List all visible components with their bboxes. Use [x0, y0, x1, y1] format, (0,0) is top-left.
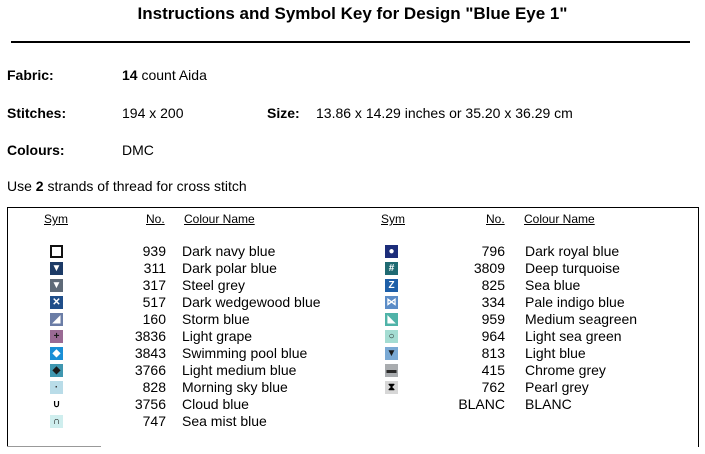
- colour-name: Deep turquoise: [525, 260, 620, 276]
- cup-icon: ∪: [50, 398, 63, 411]
- colours-value: DMC: [122, 142, 154, 158]
- colour-name: Medium seagreen: [525, 311, 638, 327]
- diamond-icon: ◆: [50, 364, 63, 377]
- colour-name: Steel grey: [182, 277, 246, 293]
- table-row: [8, 277, 581, 294]
- plus-icon: +: [50, 330, 63, 343]
- colour-name: Chrome grey: [525, 362, 606, 378]
- colour-name: Pale indigo blue: [525, 294, 625, 310]
- dmc-number: 747: [142, 413, 166, 429]
- down-triangle-icon: ▼: [386, 347, 397, 359]
- colour-name: Light sea green: [525, 328, 622, 344]
- fabric-value: [122, 67, 207, 83]
- dmc-number: 3809: [473, 260, 505, 276]
- dmc-number: 939: [142, 243, 166, 259]
- dmc-number: 517: [142, 294, 166, 310]
- dmc-number: 796: [481, 243, 505, 259]
- colour-name: Dark navy blue: [182, 243, 276, 259]
- colour-name: Dark wedgewood blue: [182, 294, 321, 310]
- dmc-number: 959: [481, 311, 505, 327]
- table-row: [8, 362, 606, 379]
- table-row: [8, 294, 625, 311]
- corner-triangle-icon: ◣: [385, 313, 398, 326]
- right-colour-name-header: Colour Name: [524, 212, 595, 226]
- strand-count: 2: [35, 178, 44, 194]
- z-icon: Z: [385, 279, 398, 292]
- blank-swatch-icon: [385, 398, 398, 411]
- colour-name: Sea blue: [525, 277, 581, 293]
- stitches-value: 194 x 200: [122, 105, 184, 121]
- dmc-number: 3756: [134, 396, 166, 412]
- size-value: 13.86 x 14.29 inches or 35.20 x 36.29 cm: [316, 105, 573, 121]
- colour-name: Sea mist blue: [182, 413, 267, 429]
- colour-name: BLANC: [525, 396, 572, 412]
- table-row: [8, 413, 348, 430]
- dmc-number: 3836: [134, 328, 166, 344]
- left-sym-header: Sym: [44, 212, 68, 226]
- dmc-number: 311: [143, 260, 166, 276]
- dmc-number: 762: [481, 379, 505, 395]
- instruction-post: strands of thread for cross stitch: [43, 178, 247, 194]
- colour-name: Storm blue: [182, 311, 250, 327]
- dmc-number: 415: [481, 362, 505, 378]
- left-colour-name-header: Colour Name: [184, 212, 255, 226]
- colour-name: Light blue: [525, 345, 586, 361]
- dot-icon: ·: [50, 381, 63, 394]
- hourglass-icon: ⧗: [385, 381, 398, 394]
- cross-icon: ✕: [50, 296, 63, 309]
- dmc-number: 964: [481, 328, 505, 344]
- fabric-label: Fabric:: [7, 67, 54, 83]
- dmc-number: 160: [142, 311, 166, 327]
- table-row: [8, 396, 572, 413]
- table-row: [8, 379, 589, 396]
- title-rule: [11, 41, 690, 43]
- dmc-number: BLANC: [458, 396, 505, 412]
- colours-label: Colours:: [7, 142, 65, 158]
- table-bottom-stub: [7, 446, 101, 447]
- left-no-header: No.: [146, 212, 165, 226]
- cap-icon: ∩: [50, 415, 63, 428]
- colour-name: Cloud blue: [182, 396, 249, 412]
- down-triangle-icon: ▼: [51, 279, 62, 291]
- colour-name: Pearl grey: [525, 379, 589, 395]
- stitches-label: Stitches:: [7, 105, 67, 121]
- colour-name: Light grape: [182, 328, 253, 344]
- size-label: Size:: [267, 105, 300, 121]
- down-triangle-icon: ▼: [51, 262, 62, 274]
- table-row: [8, 345, 586, 362]
- corner-triangle-icon: ◢: [50, 313, 63, 326]
- table-row: [8, 260, 620, 277]
- dmc-number: 334: [481, 294, 505, 310]
- table-row: [8, 311, 638, 328]
- stitch-instruction: [7, 178, 247, 194]
- dmc-number: 828: [142, 379, 166, 395]
- colour-name: Dark royal blue: [525, 243, 620, 259]
- fabric-count: 14: [122, 67, 138, 83]
- ring-icon: ○: [385, 330, 398, 343]
- diamond-icon: ◆: [50, 347, 63, 360]
- colour-name: Dark polar blue: [182, 260, 277, 276]
- hash-icon: #: [385, 262, 398, 275]
- dmc-number: 3843: [134, 345, 166, 361]
- right-no-header: No.: [486, 212, 505, 226]
- colour-name: Light medium blue: [182, 362, 297, 378]
- symbol-key-table: [7, 207, 699, 447]
- dmc-number: 3766: [134, 362, 166, 378]
- dmc-number: 825: [481, 277, 505, 293]
- dmc-number: 813: [481, 345, 505, 361]
- colour-name: Swimming pool blue: [182, 345, 308, 361]
- instruction-pre: Use: [7, 178, 36, 194]
- right-sym-header: Sym: [381, 212, 405, 226]
- fabric-type: count Aida: [137, 67, 207, 83]
- bowtie-icon: ⋈: [386, 296, 397, 308]
- page-title: Instructions and Symbol Key for Design "Blue Eye 1": [137, 4, 568, 23]
- bar-icon: ▬: [386, 364, 397, 376]
- colour-name: Morning sky blue: [182, 379, 288, 395]
- dmc-number: 317: [142, 277, 166, 293]
- table-row: [8, 243, 620, 260]
- circle-icon: ●: [385, 245, 398, 258]
- table-row: [8, 328, 622, 345]
